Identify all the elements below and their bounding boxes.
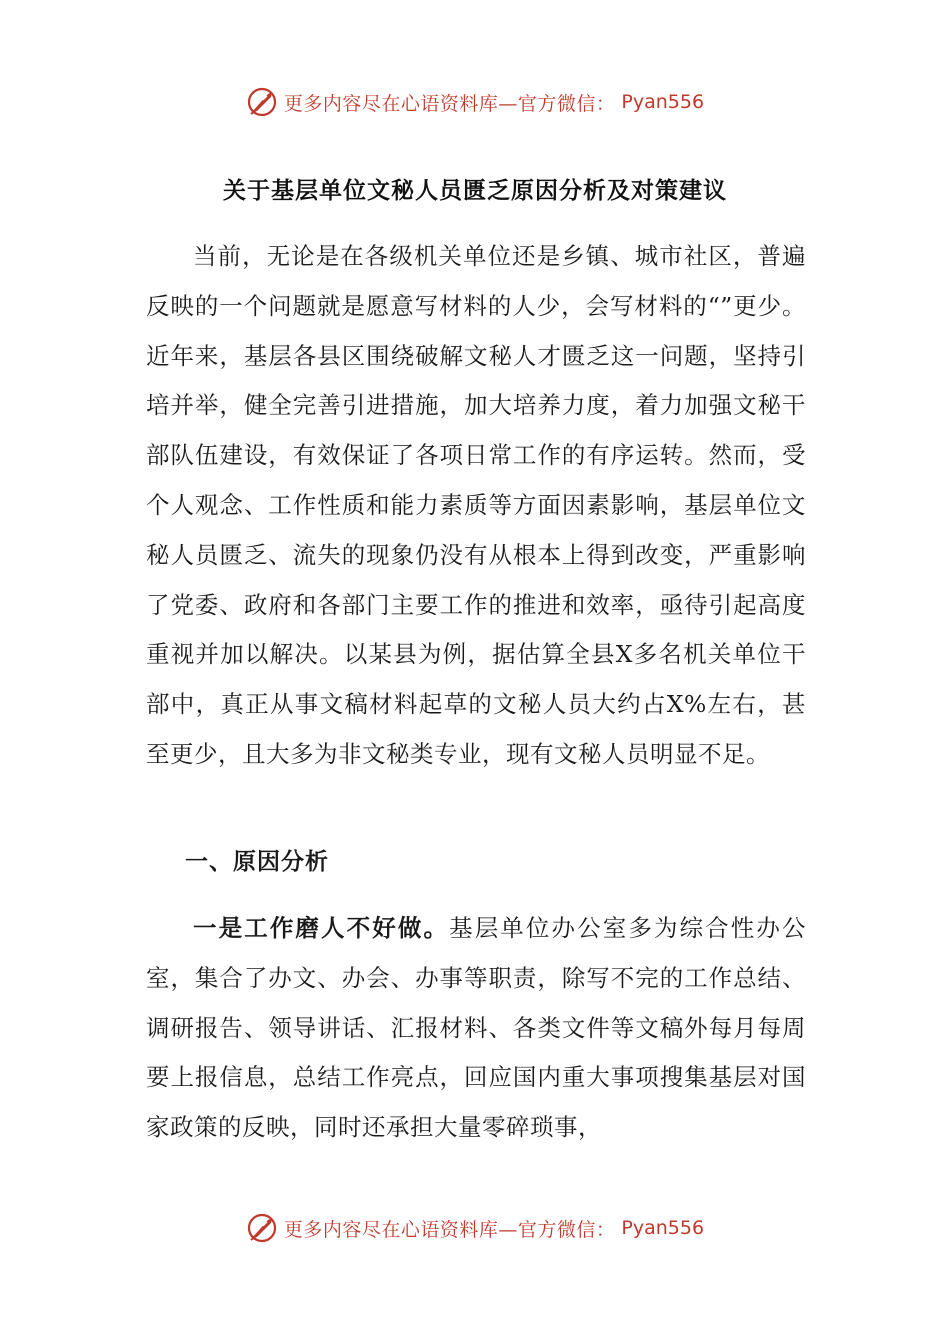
quill-pen-circle-icon	[246, 86, 278, 118]
quill-pen-circle-icon	[246, 1212, 278, 1244]
paragraph-intro: 当前，无论是在各级机关单位还是乡镇、城市社区，普遍反映的一个问题就是愿意写材料的人少，会写材料的“”更少。近年来，基层各县区围绕破解文秘人才匮乏这一问题，坚持引培并举，健全完善引进措施，加大培养力度，着力加强文秘干部队伍建设，有效保证了各项日常工作的有序运转。然而，受个人观念、工作性质和能力素质等方面因素影响，基层单位文秘人员匮乏、流失的现象仍没有从根本上得到改变，严重影响了党委、政府和各部门主要工作的推进和效率，亟待引起高度重视并加以解决。以某县为例，据估算全县X多名机关单位干部中，真正从事文稿材料起草的文秘人员大约占X%左右，甚至更少，且大多为非文秘类专业，现有文秘人员明显不足。	[146, 242, 806, 768]
banner-wechat-id: Pyan556	[621, 91, 705, 113]
header-banner	[0, 82, 950, 122]
banner-wechat-id: Pyan556	[621, 1217, 705, 1239]
document-title: 关于基层单位文秘人员匮乏原因分析及对策建议	[223, 178, 727, 204]
banner-text: 更多内容尽在心语资料库—官方微信：	[283, 1218, 616, 1241]
paragraph-reason-one	[146, 904, 806, 1153]
footer-banner	[0, 1208, 950, 1248]
section-heading-reason-analysis: 一、原因分析	[185, 849, 329, 875]
banner-text: 更多内容尽在心语资料库—官方微信：	[283, 92, 616, 115]
paragraph-lead: 一是工作磨人不好做。	[193, 914, 450, 942]
paragraph-body: 基层单位办公室多为综合性办公室，集合了办文、办会、办事等职责，除写不完的工作总结、调研报告、领导讲话、汇报材料、各类文件等文稿外每月每周要上报信息，总结工作亮点，回应国内重大事项搜集基层对国家政策的反映，同时还承担大量零碎琐事，	[146, 914, 807, 1142]
